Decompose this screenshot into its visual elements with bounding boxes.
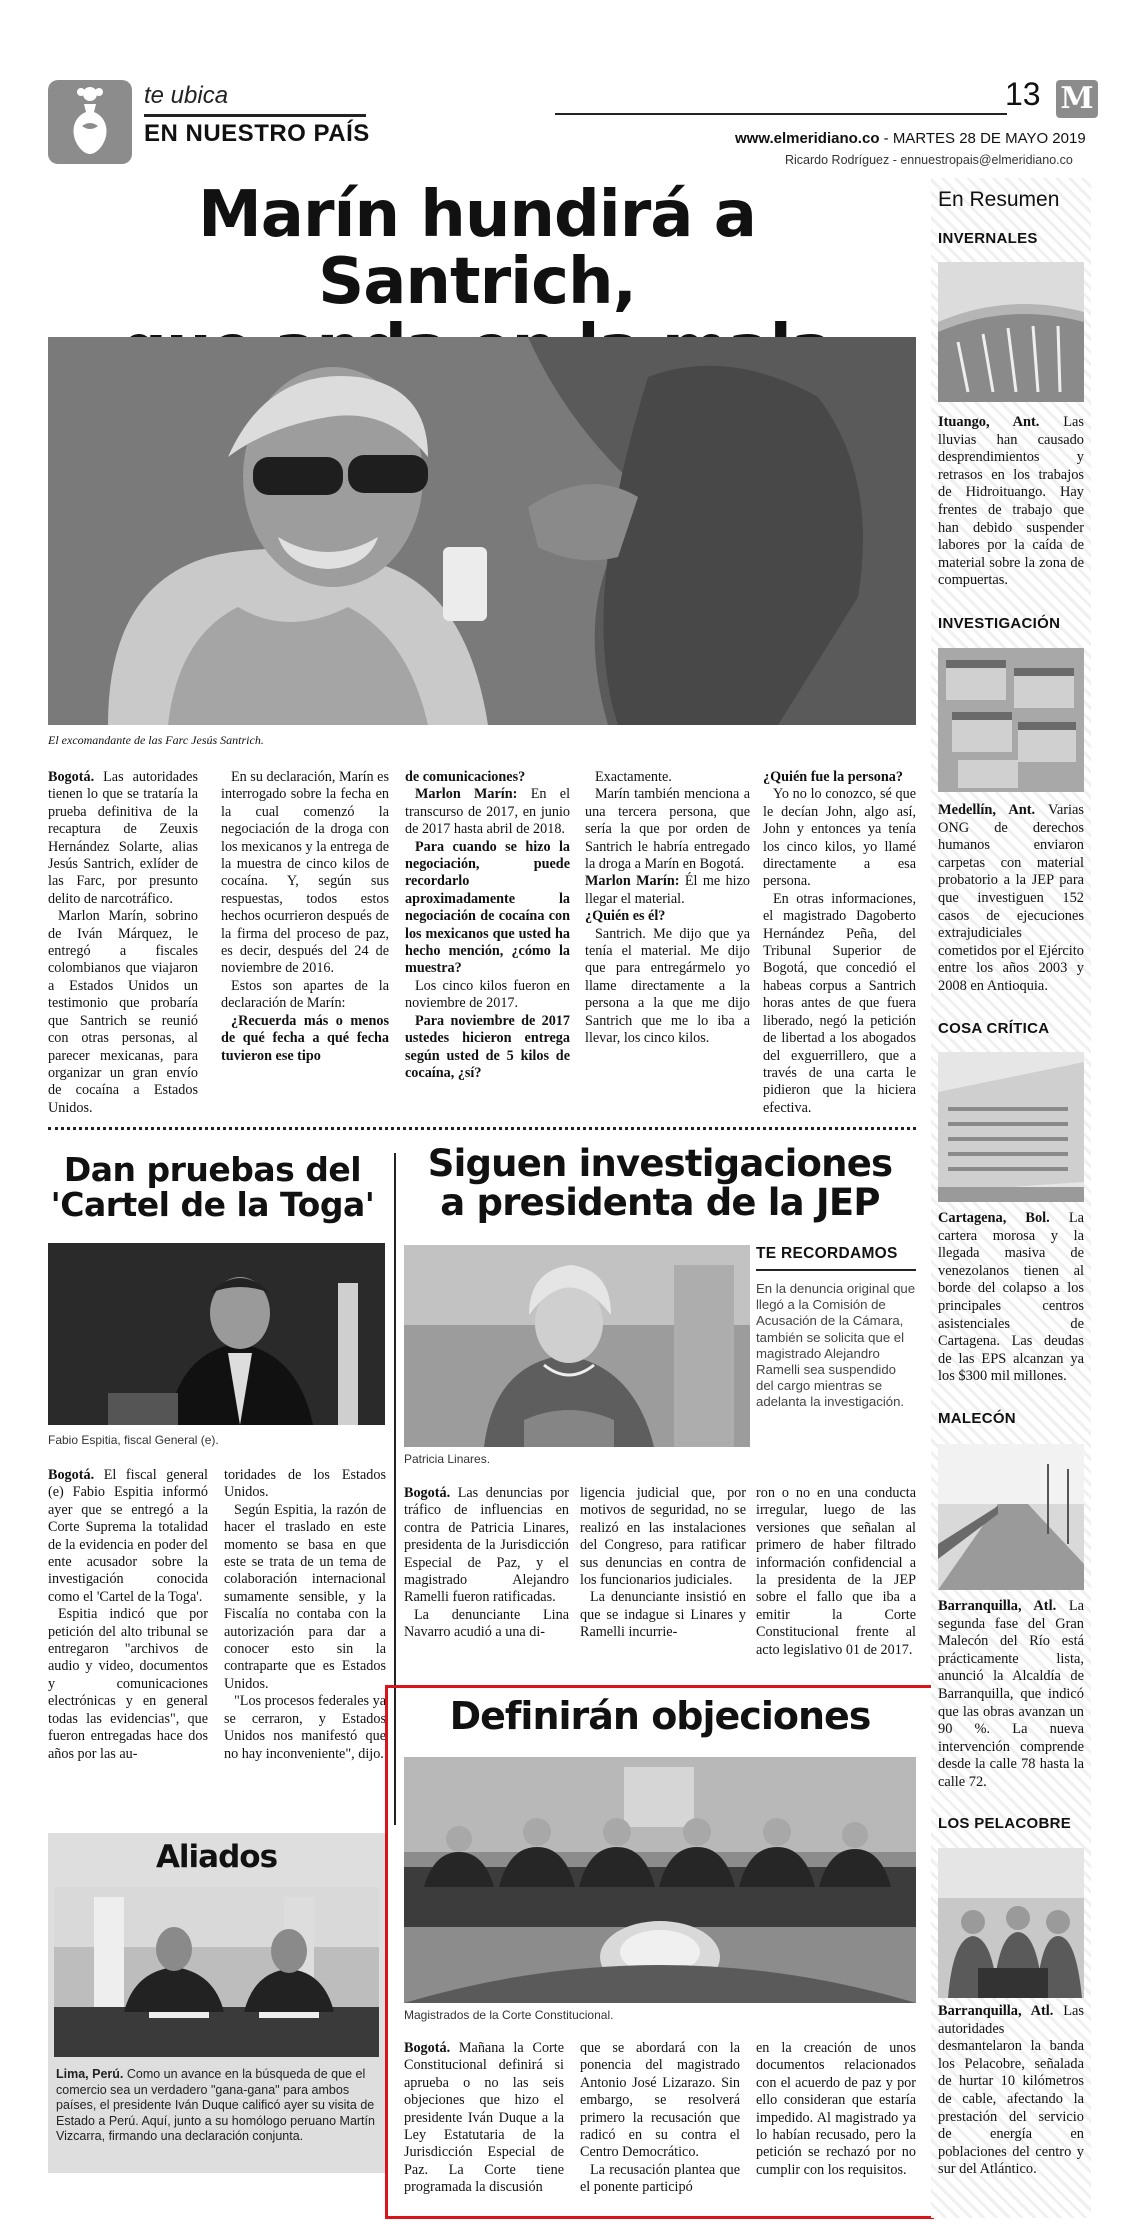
- paragraph: Estos son apartes de la declaración de Marín:: [221, 977, 389, 1012]
- main-photo-caption: El excomandante de las Farc Jesús Santrich.: [48, 733, 264, 747]
- toga-photo-caption: Fabio Espitia, fiscal General (e).: [48, 1433, 219, 1447]
- aliados-headline: Aliados: [155, 1839, 278, 1875]
- paragraph: En otras informaciones, el magistrado Dagoberto Hernández Peña, del Tribunal Superior de Bogotá, que concedió el habeas corpus a Santrich horas antes de que fuera liberado, negó la petición de libertad a los abogados del exguerrillero, que a través de una carta le pidieron que la hiciera efectiva.: [763, 890, 916, 1116]
- interview-question: Para cuando se hizo la negociación, puede recordarlo aproximadamente la negociación de cocaína con los mexicanos que usted ha hecho mención, ¿cómo la muestra?: [405, 838, 570, 977]
- jep-photo-caption: Patricia Linares.: [404, 1452, 491, 1466]
- paragraph: Según Espitia, la razón de hacer el traslado en este momento se basa en que este se trata de un tema de colaboración internacional sumamente sensible, y la Fiscalía no contaba con la autorización para dar a conocer esto sin la contraparte que es Estados Unidos.: [224, 1501, 386, 1692]
- te-recordamos-box: [756, 1245, 916, 1445]
- paragraph: en la creación de unos documentos relacionados con el acuerdo de paz y por ello consideran que estaría impedido. Al magistrado ya lo habían recusado, pero la petición se rechazó por no cumplir con los requisitos.: [756, 2040, 916, 2178]
- main-headline-line-1: Marín hundirá a Santrich,: [198, 178, 756, 320]
- sidebar-heading: INVESTIGACIÓN: [938, 615, 1061, 632]
- paragraph: En su declaración, Marín es interrogado sobre la fecha en la cual comenzó la negociación de la droga con los mexicanos y la entrega de la muestra de cinco kilos de cocaína. Y, según sus respuestas, todos estos hechos ocurrieron después de la firma del proceso de paz, es decir, después del 24 de noviembre de 2016.: [221, 769, 389, 977]
- jep-column-1: [404, 1485, 569, 1685]
- objeciones-photo-caption: Magistrados de la Corte Constitucional.: [404, 2008, 614, 2022]
- toga-photo: [48, 1243, 385, 1425]
- aliados-caption: Lima, Perú. Como un avance en la búsqueda de que el comercio sea un verdadero "gana-gana" para ambos países, el presidente Iván Duque calificó ayer su visita de Estado a Perú. Aquí, junto a su homólogo peruano Martín Vizcarra, firmando una declaración conjunta.: [56, 2067, 375, 2143]
- objeciones-column-2: [580, 2040, 740, 2210]
- paragraph: Santrich. Me dijo que ya tenía el material. Me dijo que para entregármelo yo llame directamente a la persona a la que me dijo Santrich que me lo iba a llevar, los cinco kilos.: [585, 925, 750, 1047]
- sidebar-photo-hospital: [938, 1052, 1084, 1202]
- dateline: Lima, Perú.: [56, 2067, 124, 2081]
- masthead-line: [735, 130, 1086, 147]
- jep-column-2: [580, 1485, 746, 1685]
- toga-column-2: [224, 1467, 386, 1807]
- paragraph: Bogotá. Mañana la Corte Constitucional definirá si aprueba o no las seis objeciones que hizo el presidente Iván Duque a la Ley Estatutaria de la Jurisdicción Especial de Paz. La Corte tiene programada la discusión: [404, 2040, 564, 2196]
- section-logo-box: [48, 80, 132, 164]
- jep-headline-line-1: Siguen investigaciones: [427, 1142, 893, 1185]
- byline: Ricardo Rodríguez - ennuestropais@elmeridiano.co: [785, 153, 1073, 167]
- sidebar-heading: LOS PELACOBRE: [938, 1815, 1072, 1832]
- toga-headline: [40, 1150, 385, 1224]
- paragraph: Marlon Marín: En el transcurso de 2017, en junio de 2017 hasta abril de 2018.: [405, 786, 570, 838]
- toga-column-1: [48, 1467, 208, 1807]
- sidebar-text: Cartagena, Bol. La cartera morosa y la llegada masiva de venezolanos tienen al borde del colapso a los principales centros asistenciales de Cartagena. Las deudas de las EPS alcanzan ya los $300 mil millones.: [938, 1210, 1084, 1385]
- main-column-5: [763, 769, 916, 1119]
- paragraph: toridades de los Estados Unidos.: [224, 1467, 386, 1501]
- main-column-1: [48, 769, 198, 1119]
- paragraph: que se abordará con la ponencia del magistrado Antonio José Lizarazo. Sin embargo, se resolverá primero la recusación que radicó en su contra el Centro Democrático.: [580, 2040, 740, 2161]
- newspaper-logo: M: [1056, 80, 1098, 118]
- jep-photo: [404, 1245, 750, 1447]
- sidebar-text: Ituango, Ant. Las lluvias han causado desprendimientos y retrasos en los trabajos de Hidroituango. Hay frentes de trabajo que han debido suspender labores por la caída de material sobre la zona de compuertas.: [938, 414, 1084, 589]
- paragraph: Marlon Marín, sobrino de Iván Márquez, le entregó a fiscales colombianos que viajaron a Estados Unidos un testimonio que probaría que Santrich se reunió con otras personas, al parecer mexicanas, para organizar un gran envío de cocaína a Estados Unidos.: [48, 908, 198, 1116]
- objeciones-photo: [404, 1757, 916, 2003]
- section-title: EN NUESTRO PAÍS: [144, 120, 370, 147]
- aliados-photo: [54, 1887, 379, 2057]
- paragraph: La denunciante Lina Navarro acudió a una di-: [404, 1606, 569, 1641]
- objeciones-headline: Definirán objeciones: [449, 1694, 871, 1738]
- jep-headline-line-2: a presidenta de la JEP: [440, 1180, 880, 1224]
- sidebar-text: Barranquilla, Atl. Las autoridades desmantelaron la banda los Pelacobre, señalada de hurtar 10 kilómetros de cable, afectando la prestación del servicio de energía en poblaciones del centro y sur del Atlántico.: [938, 2003, 1084, 2178]
- jep-headline: [404, 1142, 916, 1224]
- te-recordamos-text: En la denuncia original que llegó a la Comisión de Acusación de la Cámara, también se solicita que el magistrado Alejandro Ramelli sea suspendido del cargo mientras se adelanta la investigación.: [756, 1281, 916, 1410]
- sidebar-text: Barranquilla, Atl. La segunda fase del Gran Malecón del Río está prácticamente lista, anunció la Alcaldía de Barranquilla, que indicó que las obras avanzan un 90 %. La nueva intervención comprende desde la calle 78 hasta la calle 72.: [938, 1598, 1084, 1790]
- paragraph: Espitia indicó que por petición del alto tribunal se entregaron "archivos de audio y video, documentos y comunicaciones electrónicas y en general todas las evidencias", que fueron entregadas hace dos años por las au-: [48, 1606, 208, 1762]
- sidebar-photo-dam: [938, 262, 1084, 402]
- section-tag: te ubica: [144, 82, 229, 109]
- site-url[interactable]: www.elmeridiano.co: [735, 130, 880, 147]
- sidebar-heading: MALECÓN: [938, 1410, 1016, 1427]
- paragraph: Marín también menciona a una tercera persona, que sería la que por orden de Santrich le habría entregado la droga a Marín en Bogotá.: [585, 786, 750, 873]
- jep-column-3: [756, 1485, 916, 1685]
- page-number: 13: [1005, 76, 1041, 112]
- sidebar-title: En Resumen: [938, 188, 1060, 211]
- header-rule: [555, 113, 1007, 115]
- toga-headline-line-2: 'Cartel de la Toga': [50, 1184, 375, 1224]
- interview-question: Para noviembre de 2017 ustedes hicieron entrega según usted de 5 kilos de cocaína, ¿sí?: [405, 1012, 570, 1081]
- dateline: Bogotá.: [48, 769, 95, 785]
- paragraph: ligencia judicial que, por motivos de seguridad, no se realizó en las instalaciones del Congreso, para ratificar sus denuncias en contra de los funcionarios judiciales.: [580, 1485, 746, 1589]
- paragraph: Bogotá. Las autoridades tienen lo que se trataría la prueba definitiva de la recaptura de Zeuxis Hernández Solarte, alias Jesús Santrich, exlíder de las Farc, por presunto delito de narcotráfico.: [48, 769, 198, 907]
- paragraph: Yo no lo conozco, sé que le decían John, algo así, John y entonces ya tenía los cinco kilos, yo llamé directamente a esa persona.: [763, 786, 916, 890]
- paragraph: La denunciante insistió en que se indague si Linares y Ramelli incurrie-: [580, 1589, 746, 1641]
- interview-question: ¿Quién es él?: [585, 908, 666, 925]
- issue-date: - MARTES 28 DE MAYO 2019: [879, 130, 1086, 147]
- section-tag-rule: [144, 114, 366, 117]
- aliados-box: [48, 1833, 385, 2173]
- sidebar-photo-folders: [938, 648, 1084, 792]
- main-column-4: [585, 769, 750, 1119]
- te-recordamos-rule: [756, 1269, 916, 1271]
- paragraph: "Los procesos federales ya se cerraron, y Estados Unidos nos manifestó que no hay inconveniente", dijo.: [224, 1693, 386, 1762]
- paragraph: Marlon Marín: Él me hizo llegar el material.: [585, 873, 750, 907]
- te-recordamos-title: TE RECORDAMOS: [756, 1245, 898, 1262]
- interview-question: de comunicaciones?: [405, 769, 526, 785]
- main-column-3: [405, 769, 570, 1119]
- sidebar-heading: INVERNALES: [938, 230, 1038, 247]
- main-photo: [48, 337, 916, 725]
- main-column-2: [221, 769, 389, 1119]
- paragraph: ron o no en una conducta irregular, luego de las versiones que señalan al primero de haber filtrado información confidencial a la presidenta de la JEP sobre el fallo que iba a emitir la Corte Constitucional frente al acto legislativo 01 de 2017.: [756, 1485, 916, 1658]
- objeciones-column-3: [756, 2040, 916, 2210]
- paragraph: Los cinco kilos fueron en noviembre de 2017.: [405, 977, 570, 1012]
- paragraph: Bogotá. Las denuncias por tráfico de influencias en contra de Patricia Linares, presidenta de la Jurisdicción Especial de Paz, y el magistrado Alejandro Ramelli fueron ratificadas.: [404, 1485, 569, 1606]
- sidebar-photo-pelacobre: [938, 1848, 1084, 1998]
- section-divider: [48, 1127, 916, 1130]
- interview-question: ¿Quién fue la persona?: [763, 769, 903, 785]
- paragraph: La recusación plantea que el ponente participó: [580, 2161, 740, 2196]
- vase-icon: [48, 80, 132, 164]
- sidebar-photo-malecon: [938, 1444, 1084, 1590]
- sidebar-text: Medellín, Ant. Varias ONG de derechos humanos enviaron carpetas con material probatorio a la JEP para que investiguen 152 casos de ejecuciones extrajudiciales cometidos por el Ejército entre los años 2003 y 2008 en Antioquia.: [938, 802, 1084, 994]
- paragraph: Bogotá. El fiscal general (e) Fabio Espitia informó ayer que se entregó a la Corte Suprema la totalidad de la evidencia en poder del ente acusador sobre la investigación conocida como el 'Cartel de la Toga'.: [48, 1467, 208, 1605]
- paragraph: Exactamente.: [595, 769, 672, 785]
- interview-question: ¿Recuerda más o menos de qué fecha a qué fecha tuvieron ese tipo: [221, 1012, 389, 1064]
- sidebar-heading: COSA CRÍTICA: [938, 1020, 1050, 1037]
- objeciones-column-1: [404, 2040, 564, 2210]
- toga-headline-line-1: Dan pruebas del: [63, 1150, 362, 1189]
